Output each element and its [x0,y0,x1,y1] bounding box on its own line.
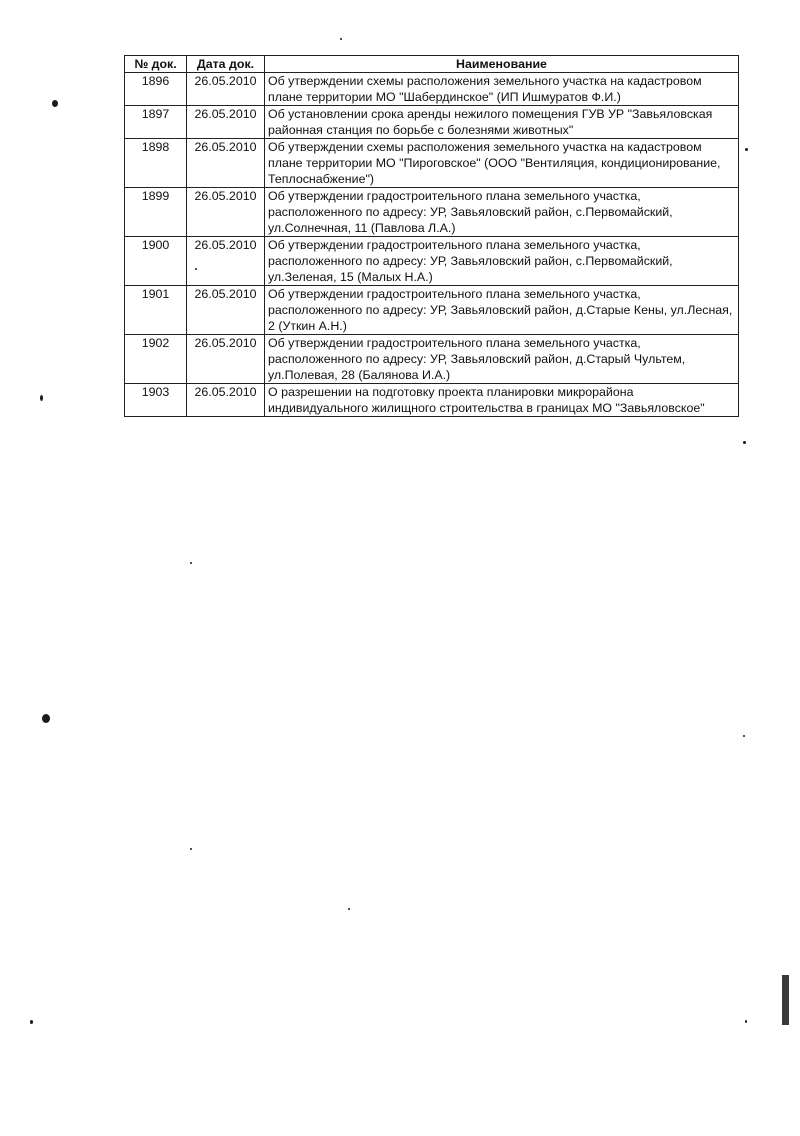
scan-edge-mark [782,975,789,1025]
doc-number: 1900 [125,237,187,286]
doc-date: 26.05.2010 [187,384,265,417]
table-row [125,286,739,335]
scan-speck [190,848,192,850]
scan-speck [745,1020,747,1023]
scan-speck [743,735,745,737]
doc-date: 26.05.2010 [187,286,265,335]
table-row [125,237,739,286]
doc-name: Об утверждении градостроительного плана земельного участка, расположенного по адресу: УР, Завьяловский район, с.Первомайский, ул.Зеленая, 15 (Малых Н.А.) [265,237,739,286]
scan-speck [42,714,50,723]
doc-name: Об утверждении схемы расположения земельного участка на кадастровом плане территории МО "Пироговское" (ООО "Вентиляция, кондиционирование, Теплоснабжение") [265,139,739,188]
table-row [125,73,739,106]
doc-date: 26.05.2010 [187,237,265,286]
doc-number: 1899 [125,188,187,237]
scan-speck [52,100,58,107]
table-row [125,106,739,139]
doc-date: 26.05.2010 [187,139,265,188]
doc-number: 1902 [125,335,187,384]
doc-name: Об утверждении градостроительного плана земельного участка, расположенного по адресу: УР, Завьяловский район, с.Первомайский, ул.Солнечная, 11 (Павлова Л.А.) [265,188,739,237]
doc-date: 26.05.2010 [187,106,265,139]
header-name: Наименование [265,56,739,73]
table-row [125,384,739,417]
doc-number: 1898 [125,139,187,188]
scan-speck [340,38,342,40]
table-row [125,188,739,237]
table-header-row [125,56,739,73]
scan-speck [190,562,192,564]
header-number: № док. [125,56,187,73]
doc-number: 1896 [125,73,187,106]
doc-date: 26.05.2010 [187,188,265,237]
scan-speck [743,441,746,444]
scan-speck [30,1020,33,1024]
header-date: Дата док. [187,56,265,73]
scan-speck [40,395,43,401]
scan-speck [195,268,197,270]
doc-name: О разрешении на подготовку проекта планировки микрорайона индивидуального жилищного строительства в границах МО "Завьяловское" [265,384,739,417]
doc-number: 1897 [125,106,187,139]
doc-name: Об установлении срока аренды нежилого помещения ГУВ УР "Завьяловская районная станция по борьбе с болезнями животных" [265,106,739,139]
table-row [125,335,739,384]
doc-name: Об утверждении градостроительного плана земельного участка, расположенного по адресу: УР, Завьяловский район, д.Старые Кены, ул.Лесная, 2 (Уткин А.Н.) [265,286,739,335]
doc-date: 26.05.2010 [187,73,265,106]
doc-name: Об утверждении схемы расположения земельного участка на кадастровом плане территории МО "Шабердинское" (ИП Ишмуратов Ф.И.) [265,73,739,106]
doc-date: 26.05.2010 [187,335,265,384]
doc-number: 1903 [125,384,187,417]
doc-number: 1901 [125,286,187,335]
scan-speck [745,148,748,151]
scan-speck [348,908,350,910]
document-registry-table [124,55,739,417]
doc-name: Об утверждении градостроительного плана земельного участка, расположенного по адресу: УР, Завьяловский район, д.Старый Чультем, ул.Полевая, 28 (Балянова И.А.) [265,335,739,384]
table-row [125,139,739,188]
